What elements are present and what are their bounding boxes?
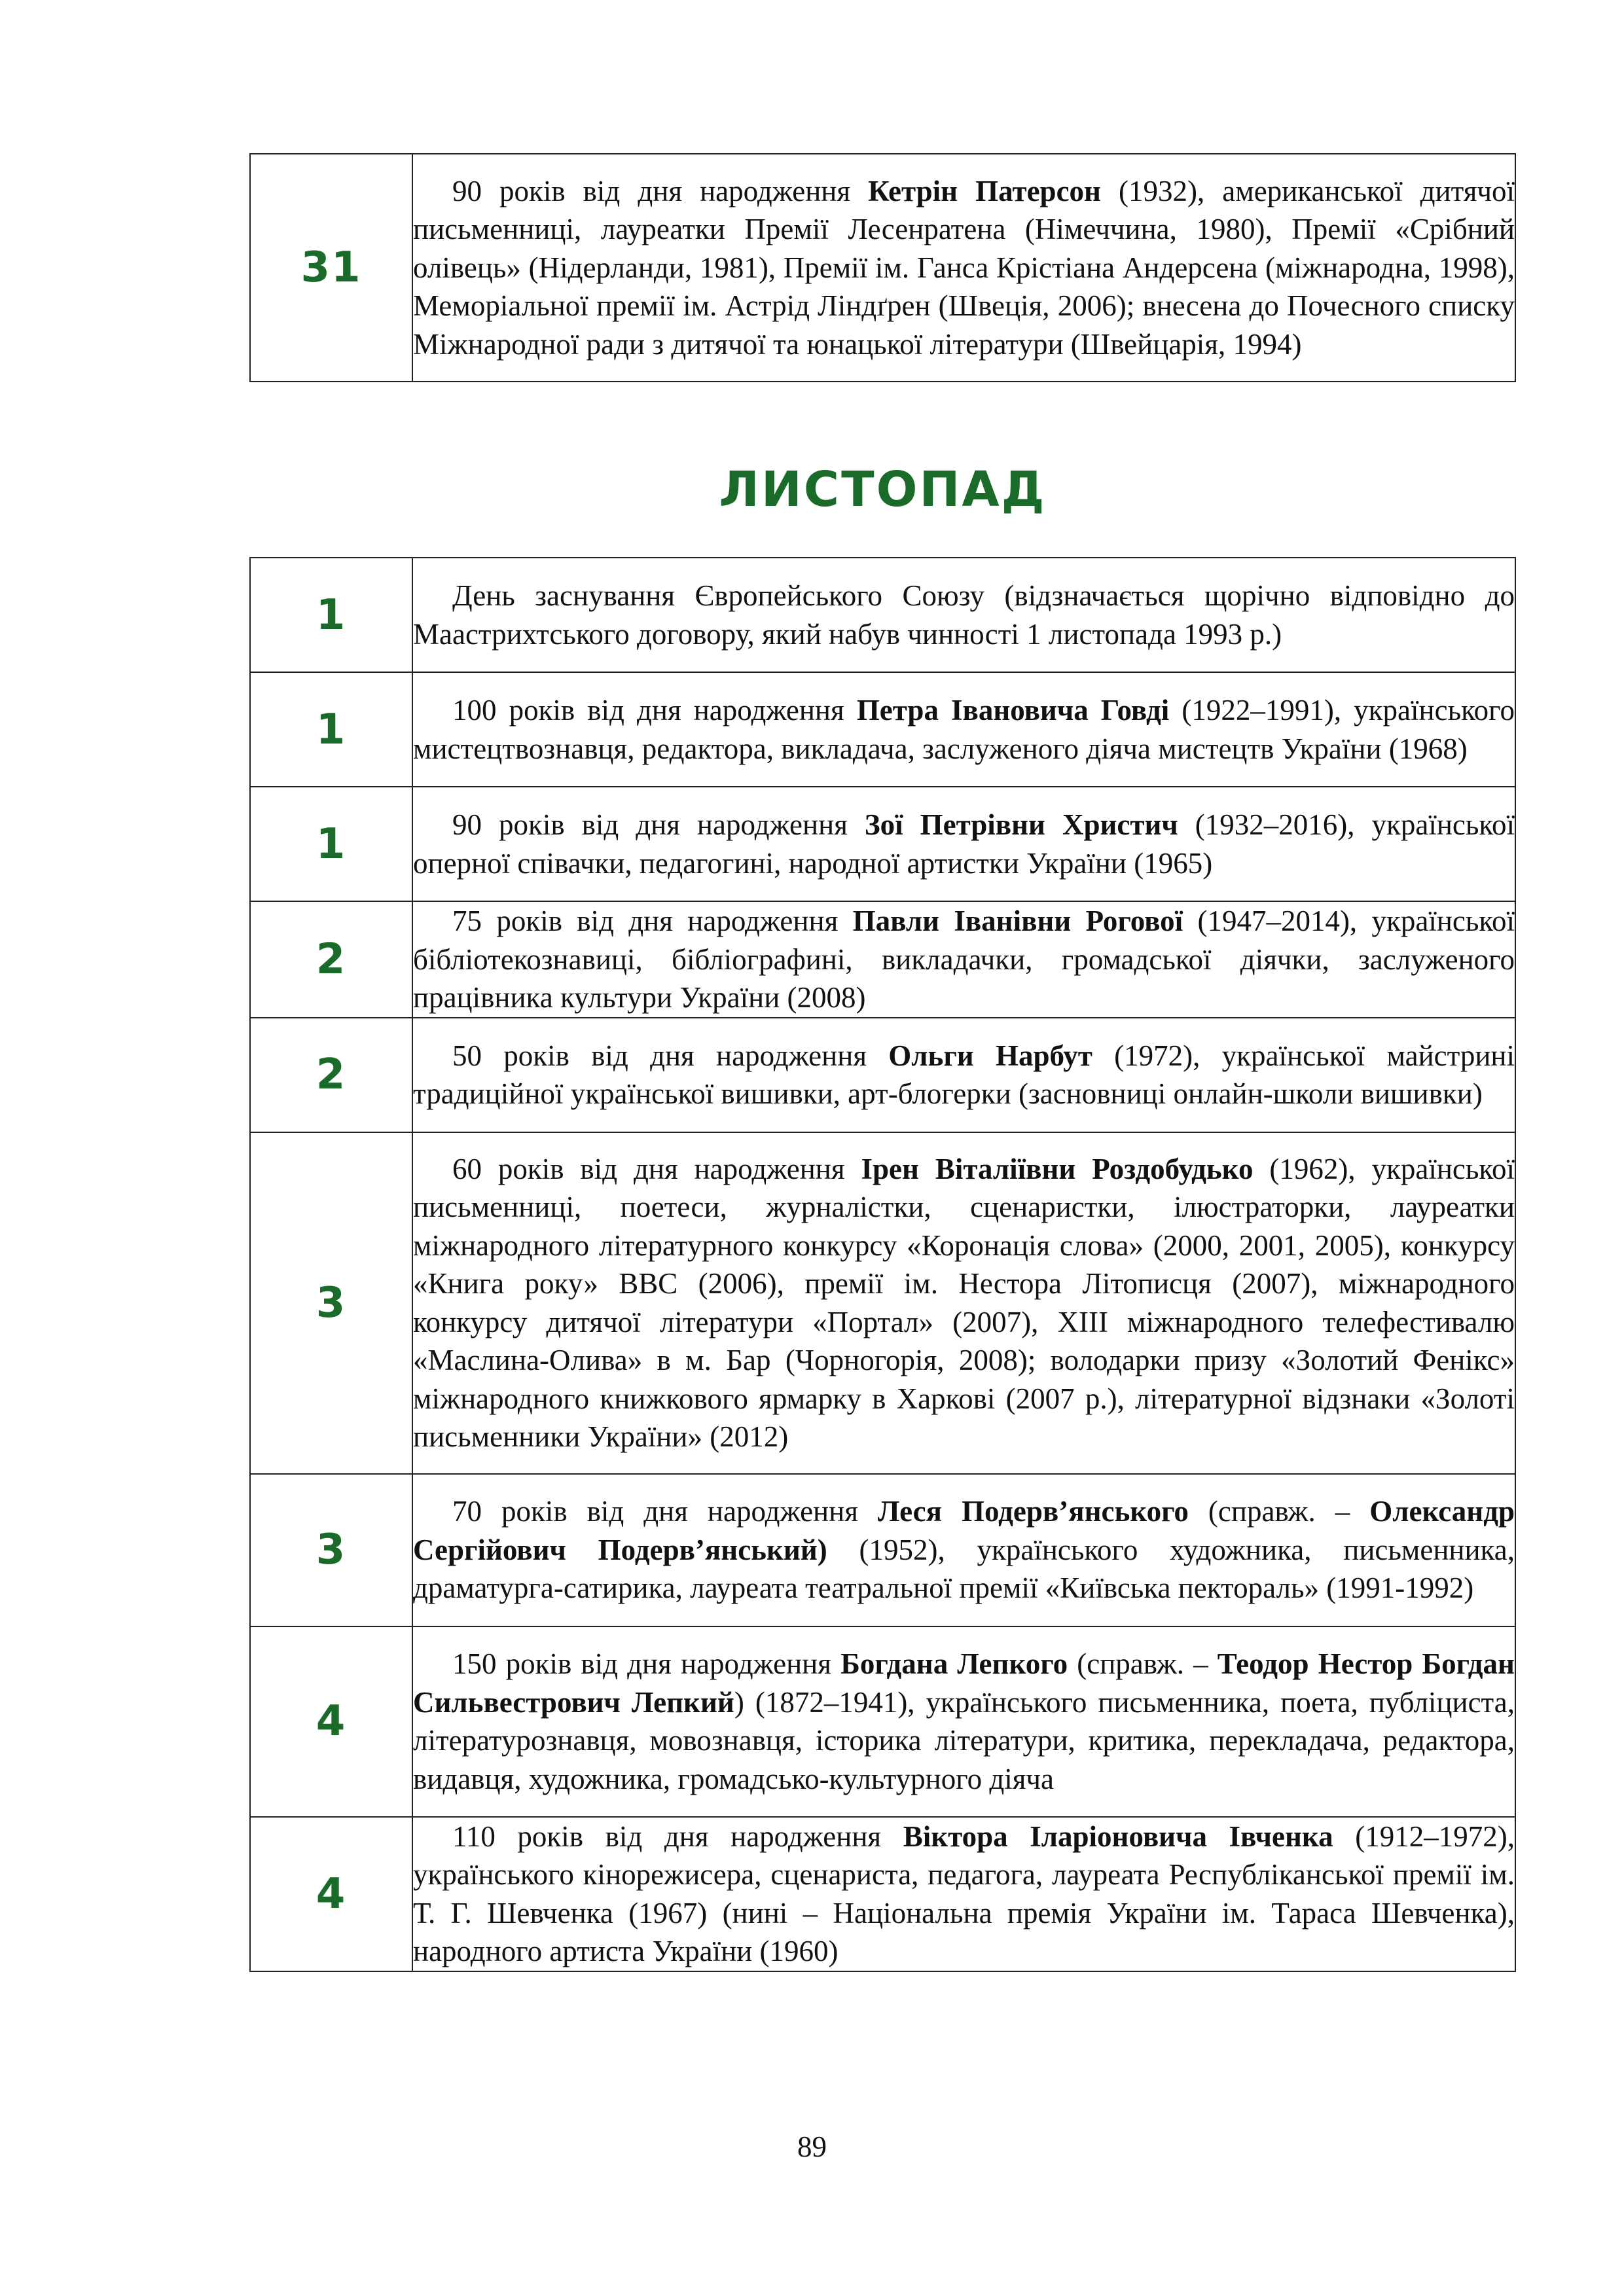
event-description <box>412 787 1515 901</box>
event-description <box>412 1626 1515 1817</box>
event-text: День заснування Європейського Союзу (відзначається щорічно відповідно до Маастрихтського договору, який набув чинності 1 листопада 1993 р.) <box>413 579 1515 651</box>
person-name: Олександр Сергійович Подерв’янський) <box>413 1495 1515 1566</box>
day-number: 4 <box>250 1626 412 1817</box>
calendar-table-october <box>249 153 1516 382</box>
person-name: Ольги Нарбут <box>888 1039 1092 1072</box>
day-number: 2 <box>250 1018 412 1132</box>
event-text: 75 років від дня народження Павли Іванівни Рогової (1947–2014), української бібліотекознавиці, бібліографині, викладачки, громадської діячки, заслуженого працівника культури України (2008) <box>413 905 1515 1014</box>
person-name: Павли Іванівни Рогової <box>852 905 1183 937</box>
day-number: 4 <box>250 1817 412 1971</box>
table-row <box>250 154 1515 382</box>
event-description <box>412 1018 1515 1132</box>
event-text: 150 років від дня народження Богдана Лепкого (справж. – Теодор Нестор Богдан Сильвестрович Лепкий) (1872–1941), українського письменника, поета, публіциста, літературознавця, мовознавця, історика літератури, критика, перекладача, редактора, видавця, художника, громадсько-культурного діяча <box>413 1647 1515 1795</box>
table-row <box>250 1132 1515 1474</box>
event-description <box>412 901 1515 1018</box>
table-row <box>250 558 1515 672</box>
day-number: 31 <box>250 154 412 382</box>
event-text: 90 років від дня народження Зої Петрівни Христич (1932–2016), української оперної співачки, педагогині, народної артистки України (1965) <box>413 808 1515 880</box>
event-text: 90 років від дня народження Кетрін Патерсон (1932), американської дитячої письменниці, лауреатки Премії Лесенратена (Німеччина, 1980), Премії «Срібний олівець» (Нідерланди, 1981), Премії ім. Ганса Крістіана Андерсена (міжнародна, 1998), Меморіальної премії ім. Астрід Ліндґрен (Швеція, 2006); внесена до Почесного списку Міжнародної ради з дитячої та юнацької літератури (Швейцарія, 1994) <box>413 174 1515 361</box>
day-number: 1 <box>250 787 412 901</box>
calendar-table-body <box>250 558 1515 1971</box>
event-description <box>412 558 1515 672</box>
event-description <box>412 1132 1515 1474</box>
day-number: 3 <box>250 1474 412 1626</box>
day-number: 1 <box>250 672 412 787</box>
day-number: 2 <box>250 901 412 1018</box>
event-description <box>412 154 1515 382</box>
event-description <box>412 1817 1515 1971</box>
event-description <box>412 672 1515 787</box>
table-row <box>250 901 1515 1018</box>
table-row <box>250 672 1515 787</box>
event-text: 100 років від дня народження Петра Івановича Говді (1922–1991), українського мистецтвознавця, редактора, викладача, заслуженого діяча мистецтв України (1968) <box>413 694 1515 765</box>
day-number: 1 <box>250 558 412 672</box>
event-text: 60 років від дня народження Ірен Віталіївни Роздобудько (1962), української письменниці, поетеси, журналістки, сценаристки, ілюстраторки, лауреатки міжнародного літературного конкурсу «Коронація слова» (2000, 2001, 2005), конкурсу «Книга року» ВВС (2006), премії ім. Нестора Літописця (2007), міжнародного конкурсу дитячої літератури «Портал» (2007), ХІІІ міжнародного телефестивалю «Маслина-Олива» в м. Бар (Чорногорія, 2008); володарки призу «Золотий Фенікс» міжнародного книжкового ярмарку в Харкові (2007 р.), літературної відзнаки «Золоті письменники України» (2012) <box>413 1152 1515 1453</box>
event-text: 110 років від дня народження Віктора Іларіоновича Івченка (1912–1972), українського кінорежисера, сценариста, педагога, лауреата Республіканської премії ім. Т. Г. Шевченка (1967) (нині – Національна премія України ім. Тараса Шевченка), народного артиста України (1960) <box>413 1820 1515 1967</box>
calendar-table-body <box>250 154 1515 382</box>
person-name: Леся Подерв’янського <box>877 1495 1189 1528</box>
table-row <box>250 1018 1515 1132</box>
table-row <box>250 1817 1515 1971</box>
event-text: 70 років від дня народження Леся Подерв’янського (справж. – Олександр Сергійович Подерв’янський) (1952), українського художника, письменника, драматурга-сатирика, лауреата театральної премії «Київська пектораль» (1991-1992) <box>413 1495 1515 1605</box>
day-number: 3 <box>250 1132 412 1474</box>
page-number: 89 <box>797 2130 827 2163</box>
person-name: Віктора Іларіоновича Івченка <box>903 1820 1333 1853</box>
person-name: Ірен Віталіївни Роздобудько <box>861 1152 1254 1185</box>
person-name: Теодор Нестор Богдан Сильвестрович Лепкий <box>413 1647 1515 1719</box>
person-name: Богдана Лепкого <box>840 1647 1068 1680</box>
person-name: Петра Івановича Говді <box>856 694 1170 726</box>
calendar-table-november <box>249 557 1516 1972</box>
table-row <box>250 787 1515 901</box>
table-row <box>250 1474 1515 1626</box>
table-row <box>250 1626 1515 1817</box>
month-title: ЛИСТОПАД <box>719 461 1047 518</box>
event-description <box>412 1474 1515 1626</box>
person-name: Зої Петрівни Христич <box>864 808 1178 841</box>
event-text: 50 років від дня народження Ольги Нарбут (1972), української майстрині традиційної української вишивки, арт-блогерки (засновниці онлайн-школи вишивки) <box>413 1039 1515 1110</box>
person-name: Кетрін Патерсон <box>868 174 1101 207</box>
